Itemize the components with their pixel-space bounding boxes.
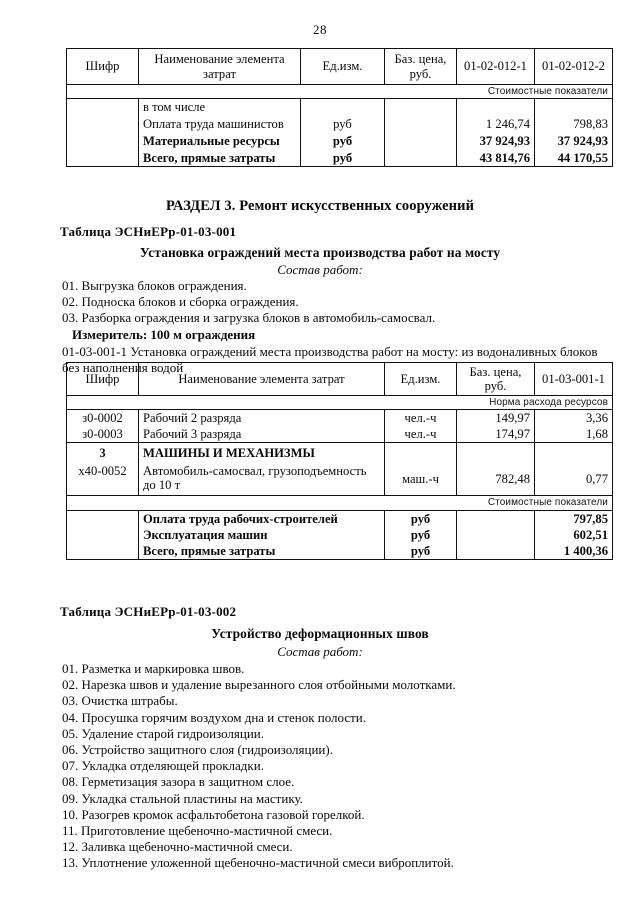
resource-desc-line1: 01-03-001-1 Установка ограждений места производства работ на мосту: из водоналивных блоков xyxy=(62,344,598,359)
sostav-rabot-label-2: Состав работ: xyxy=(277,644,363,659)
table-header-row xyxy=(67,49,613,85)
list-item: 01. Выгрузка блоков ограждения. xyxy=(62,278,247,293)
list-item: 08. Герметизация зазора в защитном слое. xyxy=(62,774,295,790)
table-row xyxy=(67,410,613,427)
cell-value-1 xyxy=(457,99,535,116)
cell-unit: чел.-ч xyxy=(385,410,457,427)
list-item: 02. Подноска блоков и сборка ограждения. xyxy=(62,294,299,310)
header-cell-code-2: 01-02-012-2 xyxy=(535,49,613,85)
cell-unit: руб xyxy=(301,116,385,133)
table-2 xyxy=(66,362,613,560)
table-row xyxy=(67,99,613,116)
list-item: 06. Устройство защитного слоя (гидроизоляции). xyxy=(62,742,333,758)
cell-code xyxy=(67,527,139,543)
cell-value: 797,85 xyxy=(535,510,613,527)
header-cell-unit: Ед.изм. xyxy=(301,49,385,85)
measure-label-1: Измеритель: 100 м ограждения xyxy=(72,327,256,342)
sostav-rabot-label-1: Состав работ: xyxy=(277,262,363,277)
band-label-cost-indicators: Стоимостные показатели xyxy=(67,85,613,99)
cell-unit xyxy=(301,99,385,116)
cell-value: 1 400,36 xyxy=(535,543,613,560)
cell-value-2 xyxy=(535,99,613,116)
cell-unit: чел.-ч xyxy=(385,426,457,443)
band-label-cost-indicators: Стоимостные показатели xyxy=(67,496,613,510)
cell-name-line1: Автомобиль-самосвал, грузоподъемность xyxy=(143,463,367,478)
cell-code xyxy=(67,133,139,150)
table-caption-1: Таблица ЭСНиЕРр-01-03-001 xyxy=(60,224,237,239)
list-item: 04. Просушка горячим воздухом дна и стенок полости. xyxy=(62,709,367,725)
cell-value xyxy=(535,443,613,462)
cell-value-1: 37 924,93 xyxy=(457,133,535,150)
table-header-row xyxy=(67,363,613,396)
band-row-norm xyxy=(67,396,613,410)
costs-table-1 xyxy=(66,48,612,167)
cell-code xyxy=(67,510,139,527)
cell-price xyxy=(385,133,457,150)
cell-name: Рабочий 2 разряда xyxy=(139,410,385,427)
cell-value: 3,36 xyxy=(535,410,613,427)
section-title: РАЗДЕЛ 3. Ремонт искусственных сооружений xyxy=(165,198,475,214)
cell-unit: руб xyxy=(385,543,457,560)
page-number: 28 xyxy=(313,22,327,37)
work-list-1 xyxy=(62,278,435,327)
header-cell-name: Наименование элемента затрат xyxy=(139,363,385,396)
cell-name: Всего, прямые затраты xyxy=(139,543,385,560)
table-row xyxy=(67,116,613,133)
cell-price xyxy=(457,543,535,560)
header-price-line2: руб. xyxy=(484,379,507,393)
cell-group-code: 3 xyxy=(67,443,139,462)
band-label-norm: Норма расхода ресурсов xyxy=(67,396,613,410)
cell-unit: руб xyxy=(301,150,385,167)
list-item: 03. Очистка штрабы. xyxy=(62,693,178,709)
cell-code: х40-0052 xyxy=(67,462,139,496)
header-cell-base-price xyxy=(457,363,535,396)
table-name-1: Установка ограждений места производства работ на мосту xyxy=(139,245,501,260)
header-price-line1: Баз. цена, xyxy=(394,52,447,67)
list-item: 03. Разборка ограждения и загрузка блоков в автомобиль-самосвал. xyxy=(62,310,436,326)
machines-group-title-row xyxy=(67,443,613,462)
cell-name: Материальные ресурсы xyxy=(139,133,301,150)
cell-value-1: 43 814,76 xyxy=(457,150,535,167)
work-list-2 xyxy=(62,661,456,872)
cell-unit: руб xyxy=(301,133,385,150)
cell-price: 149,97 xyxy=(457,410,535,427)
list-item: 09. Укладка стальной пластины на мастику. xyxy=(62,790,303,806)
cell-price: 782,48 xyxy=(457,462,535,496)
cell-value: 602,51 xyxy=(535,527,613,543)
cell-price: 174,97 xyxy=(457,426,535,443)
header-cell-code: Шифр xyxy=(67,49,139,85)
table-row xyxy=(67,150,613,167)
band-row-cost-indicators xyxy=(67,496,613,510)
table-row xyxy=(67,426,613,443)
cell-name xyxy=(139,462,385,496)
cell-price xyxy=(457,510,535,527)
band-row-cost-indicators xyxy=(67,85,613,99)
header-cell-code-1: 01-02-012-1 xyxy=(457,49,535,85)
cell-price xyxy=(457,527,535,543)
cell-name: Эксплуатация машин xyxy=(139,527,385,543)
cell-unit xyxy=(385,443,457,462)
list-item: 05. Удаление старой гидроизоляции. xyxy=(62,725,264,741)
header-cell-base-price xyxy=(385,49,457,85)
table-row xyxy=(67,527,613,543)
list-item: 01. Разметка и маркировка швов. xyxy=(62,661,245,676)
cell-price xyxy=(385,150,457,167)
cell-unit: руб xyxy=(385,510,457,527)
table-1 xyxy=(66,48,613,167)
list-item: 13. Уплотнение уложенной щебеночно-мастичной смеси виброплитой. xyxy=(62,855,454,871)
cell-unit: маш.-ч xyxy=(385,462,457,496)
table-row xyxy=(67,462,613,496)
list-item: 12. Заливка щебеночно-мастичной смеси. xyxy=(62,839,293,855)
table-row xyxy=(67,133,613,150)
table-caption-2: Таблица ЭСНиЕРр-01-03-002 xyxy=(60,604,237,619)
cell-group-title: МАШИНЫ И МЕХАНИЗМЫ xyxy=(139,443,385,462)
cell-code: з0-0002 xyxy=(67,410,139,427)
cell-code xyxy=(67,99,139,116)
list-item: 11. Приготовление щебеночно-мастичной смеси. xyxy=(62,823,333,839)
cell-name: в том числе xyxy=(139,99,301,116)
cell-value: 0,77 xyxy=(535,462,613,496)
cell-value: 1,68 xyxy=(535,426,613,443)
header-cell-name xyxy=(139,49,301,85)
cell-value-2: 44 170,55 xyxy=(535,150,613,167)
header-cell-code: Шифр xyxy=(67,363,139,396)
header-price-line1: Баз. цена, xyxy=(469,364,522,379)
cell-code xyxy=(67,543,139,560)
cell-price xyxy=(385,99,457,116)
cell-value-2: 37 924,93 xyxy=(535,133,613,150)
header-cell-unit: Ед.изм. xyxy=(385,363,457,396)
cell-value-1: 1 246,74 xyxy=(457,116,535,133)
resource-desc-line2: без наполнения водой xyxy=(62,360,184,376)
cell-unit: руб xyxy=(385,527,457,543)
header-name-line2: затрат xyxy=(203,66,236,81)
list-item: 02. Нарезка швов и удаление вырезанного слоя отбойными молотками. xyxy=(62,677,456,693)
cell-price xyxy=(385,116,457,133)
cell-code: з0-0003 xyxy=(67,426,139,443)
list-item: 10. Разогрев кромок асфальтобетона газовой горелкой. xyxy=(62,806,365,822)
cell-name: Оплата труда машинистов xyxy=(139,116,301,133)
header-cell-code-1: 01-03-001-1 xyxy=(535,363,613,396)
cell-name: Всего, прямые затраты xyxy=(139,150,301,167)
list-item: 07. Укладка отделяющей прокладки. xyxy=(62,758,264,774)
cell-price xyxy=(457,443,535,462)
cell-code xyxy=(67,150,139,167)
header-price-line2: руб. xyxy=(409,66,432,81)
cell-value-2: 798,83 xyxy=(535,116,613,133)
table-row xyxy=(67,510,613,527)
cell-name-line2: до 10 т xyxy=(143,477,181,492)
costs-table-2 xyxy=(66,362,612,560)
cell-name: Рабочий 3 разряда xyxy=(139,426,385,443)
header-name-line1: Наименование элемента xyxy=(154,52,285,67)
cell-name: Оплата труда рабочих-строителей xyxy=(139,510,385,527)
table-name-2: Устройство деформационных швов xyxy=(211,626,429,641)
cell-code xyxy=(67,116,139,133)
table-row xyxy=(67,543,613,560)
